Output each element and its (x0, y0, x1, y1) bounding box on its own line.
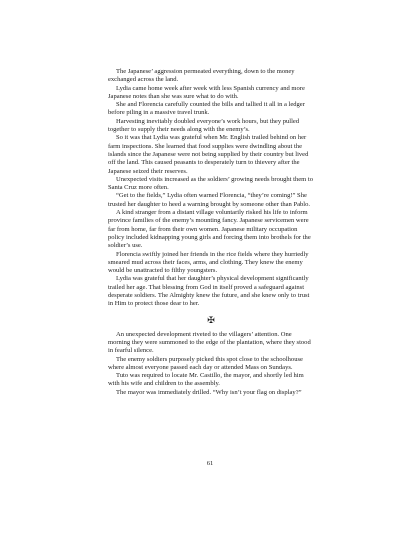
paragraph: A kind stranger from a distant village voluntarily risked his life to inform province families of the enemy’s mounting fancy. Japanese servicemen were far from home, far from their own women. Japanese military occupation policy included kidnapping young girls and forcing them into brothels for the soldier’s use. (108, 209, 311, 250)
paragraph: The enemy soldiers purposely picked this spot close to the schoolhouse where almost everyone passed each day or attended Mass on Sundays. (108, 355, 303, 371)
page-number: 61 (206, 460, 214, 467)
paragraph: “Get to the fields,” Lydia often warned Florencia, “they’re coming!” She trusted her daughter to heed a warning brought by someone other than Pablo. (108, 192, 310, 208)
paragraph: She and Florencia carefully counted the bills and tallied it all in a ledger before piling in a massive travel trunk. (108, 101, 305, 117)
paragraph: Harvesting inevitably doubled everyone’s work hours, but they pulled together to supply their needs along with the enemy’s. (108, 117, 300, 134)
paragraph: Lydia was grateful that her daughter’s physical development significantly trailed her age. That blessing from God in itself proved a safeguard against desperate soldiers. The Almighty knew the future, and she knew only to trust in Him to protect those dear to her. (108, 275, 310, 308)
paragraph: Florencia swiftly joined her friends in the rice fields where they hurriedly smeared mud across their faces, arms, and clothing. They knew the enemy would be unattracted to filthy youngsters. (108, 250, 309, 275)
paragraph: The mayor was immediately drilled. “Why isn’t your flag on display?” (116, 388, 302, 396)
paragraph: Lydia came home week after week with less Spanish currency and more Japanese notes than she was sure what to do with. (108, 84, 305, 100)
paragraph: So it was that Lydia was grateful when Mr. English trailed behind on her farm inspections. She learned that food supplies were dwindling about the islands since the Japanese were not being supplied by their country but lived off the land. This caused peasants to desperately turn to thievery after the Japanese seized their reserves. (108, 134, 309, 175)
paragraph: Tuto was required to locate Mr. Castillo, the mayor, and shortly led him with his wife and children to the assembly. (108, 372, 304, 388)
page-body (108, 68, 314, 397)
section-break-ornament-icon: ✠ (207, 314, 215, 325)
paragraph: An unexpected development riveted to the villagers’ attention. One morning they were summoned to the edge of the plantation, where they stood in fearful silence. (108, 330, 311, 355)
paragraph: Unexpected visits increased as the soldiers’ growing needs brought them to Santa Cruz more often. (108, 175, 313, 192)
paragraph: The Japanese’ aggression permeated everything, down to the money exchanged across the land. (108, 68, 295, 84)
